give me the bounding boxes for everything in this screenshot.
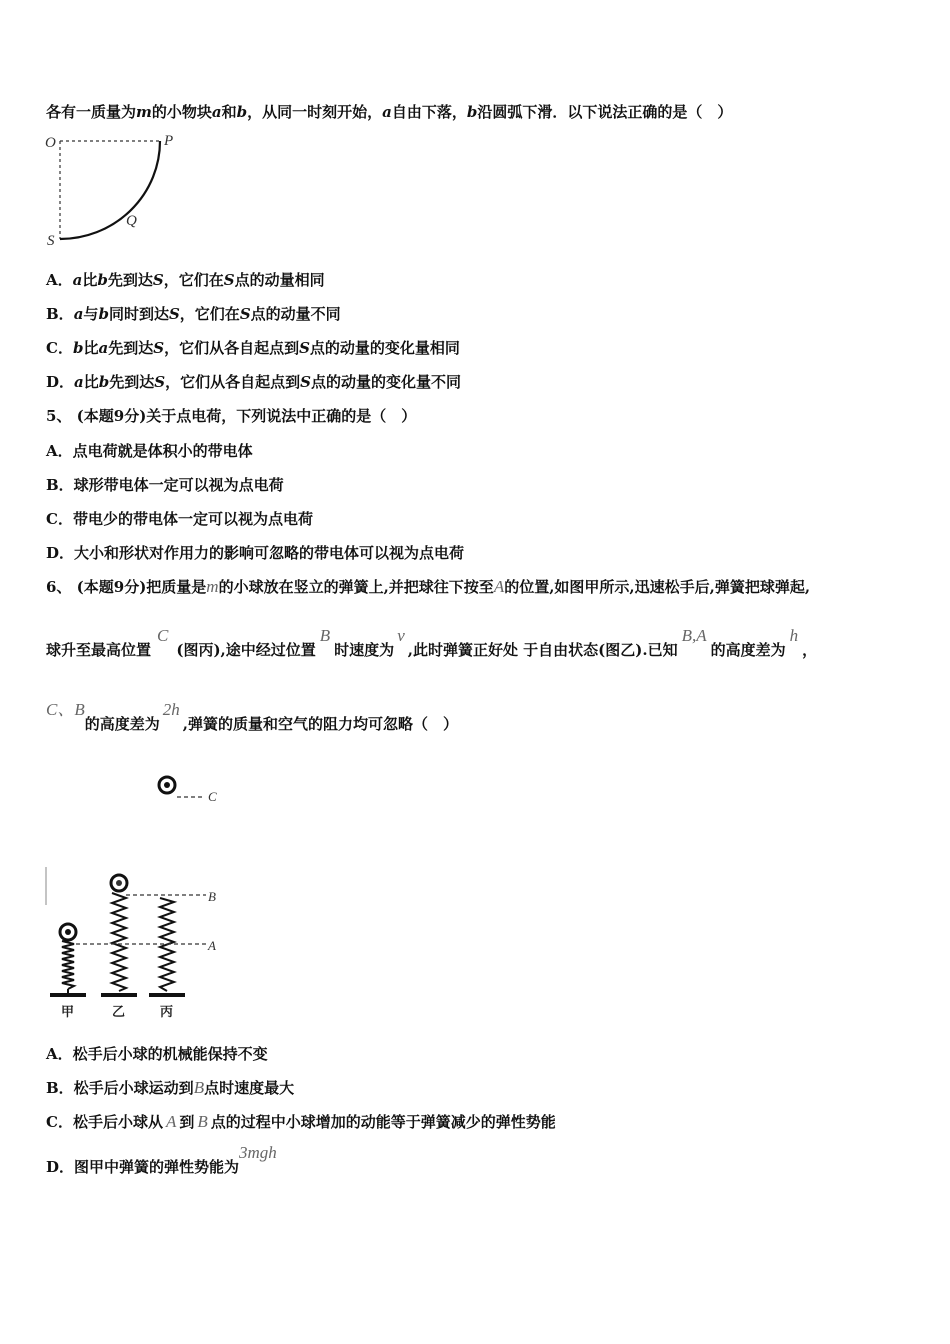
spring-figure (40, 765, 240, 1030)
label-c: C (208, 789, 217, 804)
q6-option-c: C．松手后小球从 A 到 B 点的过程中小球增加的动能等于弹簧减少的弹性势能 (46, 1112, 556, 1131)
q4-option-c: C．b比a先到达S，它们从各自起点到S点的动量的变化量相同 (46, 339, 460, 357)
q6-stem-line1: 6、 (本题9分)把质量是m的小球放在竖立的弹簧上,并把球往下按至A的位置,如图甲所示,迅速松手后,弹簧把球弹起, (46, 577, 811, 596)
label-s: S (47, 233, 55, 249)
caption-jia: 甲 (61, 1005, 75, 1020)
arc-figure (40, 128, 190, 253)
q6-option-d: D．图甲中弹簧的弹性势能为3mgh (46, 1143, 277, 1176)
q4-option-b: B．a与b同时到达S，它们在S点的动量不同 (46, 305, 341, 323)
q5-stem: 5、 (本题9分)关于点电荷，下列说法中正确的是（ ） (46, 407, 417, 425)
q6-option-b: B．松手后小球运动到B点时速度最大 (46, 1078, 295, 1097)
label-p: P (164, 133, 174, 149)
q5-option-b: B．球形带电体一定可以视为点电荷 (46, 476, 284, 494)
caption-bing: 丙 (160, 1005, 174, 1020)
caption-yi: 乙 (112, 1005, 126, 1020)
label-a: A (208, 938, 216, 953)
q4-stem: 各有一质量为m的小物块a和b，从同一时刻开始，a自由下落，b沿圆弧下滑．以下说法正确的是（ ） (46, 103, 733, 121)
q6-stem-line2: 球升至最高位置C(图丙),途中经过位置B时速度为v,此时弹簧正好处 于自由状态(图乙).已知B,A的高度差为h， (46, 626, 818, 659)
circular-arc (60, 141, 160, 239)
q5-option-a: A．点电荷就是体积小的带电体 (46, 442, 253, 460)
base-jia (50, 993, 86, 997)
base-bing (149, 993, 185, 997)
base-yi (101, 993, 137, 997)
spring-yi (112, 893, 126, 991)
spring-jia (62, 941, 74, 989)
q6-stem-line3: C、B的高度差为2h,弹簧的质量和空气的阻力均可忽略（ ） (46, 700, 458, 733)
label-q: Q (126, 213, 137, 229)
q5-option-d: D．大小和形状对作用力的影响可忽略的带电体可以视为点电荷 (46, 544, 465, 562)
q4-option-d: D．a比b先到达S，它们从各自起点到S点的动量的变化量不同 (46, 373, 461, 391)
q4-option-a: A．a比b先到达S，它们在S点的动量相同 (46, 271, 325, 289)
q6-option-a: A．松手后小球的机械能保持不变 (46, 1045, 268, 1063)
label-o: O (45, 135, 56, 151)
label-b: B (208, 889, 216, 904)
q5-option-c: C．带电少的带电体一定可以视为点电荷 (46, 510, 313, 528)
